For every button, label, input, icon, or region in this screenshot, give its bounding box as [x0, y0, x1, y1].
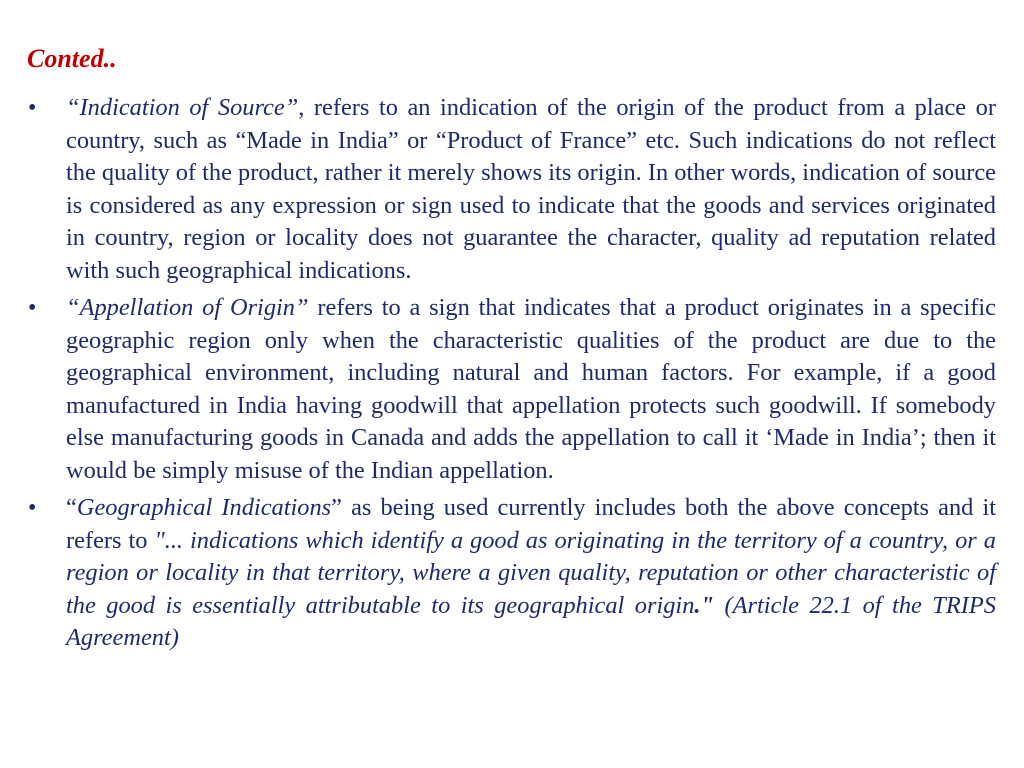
bullet-icon: • [28, 95, 37, 121]
bullet-list [28, 92, 996, 660]
term-geographical-indications: Geographical Indications [76, 494, 332, 521]
bullet-geographical-indications [28, 492, 996, 655]
bullet-icon: • [28, 295, 37, 321]
term-indication-of-source: “Indication of Source” [66, 94, 299, 121]
bullet-indication-of-source [28, 92, 996, 287]
definition-text: , refers to an indication of the origin of the product from a place or country, such as “Made in India” or “Product of France” etc. Such indications do not reflect the quality of the product, rather it merely shows its origin. In other words, indication of source is considered as any expression or sign used to indicate that the goods and services originated in country, region or locality does not guarantee the character, quality ad reputation related with such geographical indications. [66, 94, 997, 284]
bullet-icon: • [28, 495, 37, 521]
trips-quote-end: ." [694, 591, 715, 619]
trips-quote: "... indications which identify a good as originating in the territory of a country, or a region or locality in that territory, where a given quality, reputation or other characteristic of the good is essentially attributable to its geographical origin [66, 526, 996, 619]
close-quote: ” [331, 494, 342, 521]
definition-text: refers to a sign that indicates that a product originates in a specific geographic region only when the characteristic qualities of the product are due to the geographical environment, including natural and human factors. For example, if a good manufactured in India having goodwill that appellation protects such goodwill. If somebody else manufacturing goods in Canada and adds the appellation to call it ‘Made in India’; then it would be simply misuse of the Indian appellation. [66, 294, 996, 484]
term-appellation-of-origin: “Appellation of Origin” [66, 294, 309, 321]
bullet-appellation-of-origin [28, 292, 996, 487]
trips-citation: (Article 22.1 of the TRIPS Agreement) [66, 591, 996, 651]
slide-heading: Conted.. [27, 44, 117, 73]
open-quote: “ [66, 494, 77, 521]
definition-text: as being used currently includes both the above concepts and it refers to [66, 494, 997, 554]
